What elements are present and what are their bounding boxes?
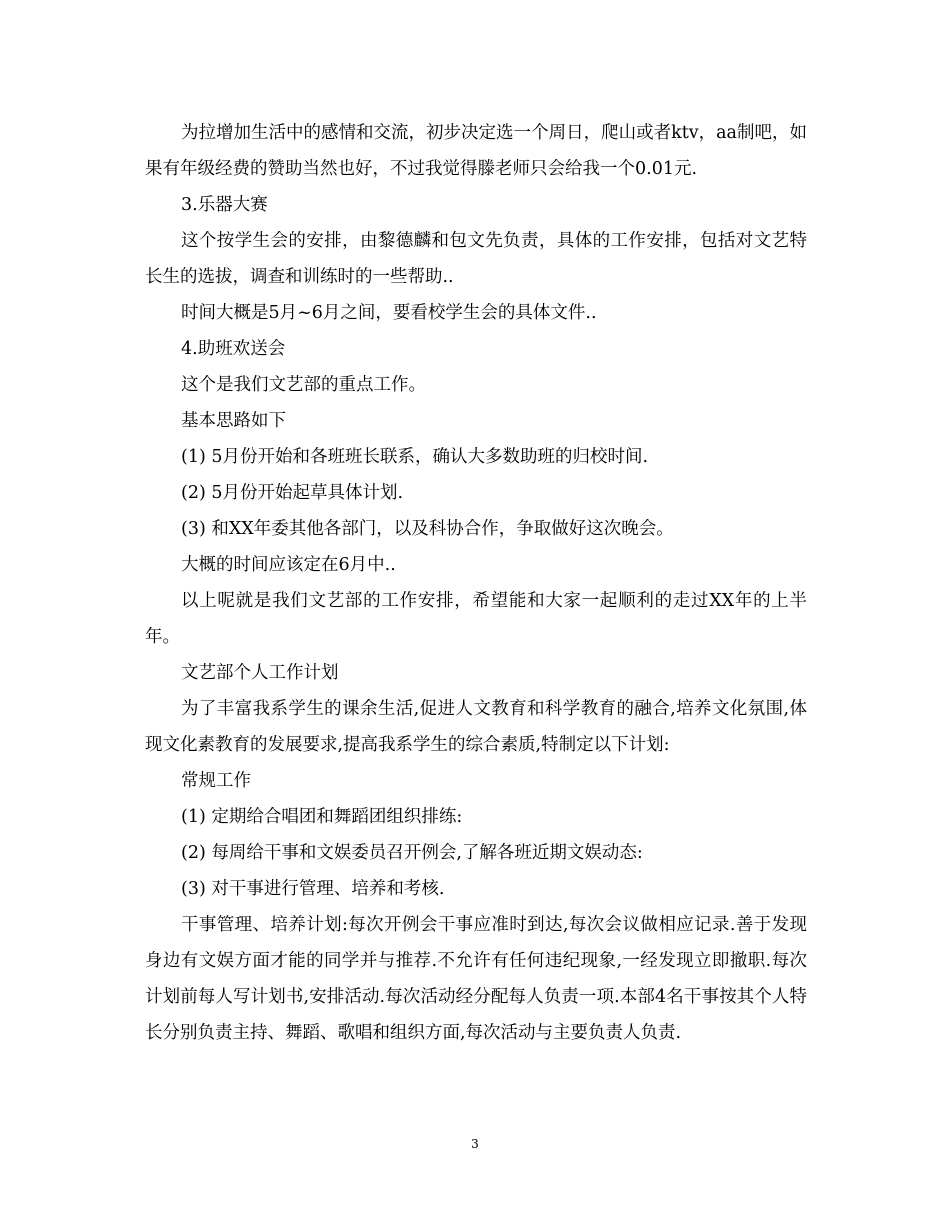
section-heading: 3.乐器大赛: [181, 195, 268, 215]
page-number: 3: [471, 1137, 479, 1151]
list-item: (2) 每周给干事和文娱委员召开例会,了解各班近期文娱动态:: [181, 843, 643, 863]
list-item: (1) 定期给合唱团和舞蹈团组织排练:: [181, 807, 463, 827]
paragraph: 为了丰富我系学生的课余生活,促进人文教育和科学教育的融合,培养文化氛围,体现文化素教育的发展要求,提高我系学生的综合素质,特制定以下计划:: [145, 699, 807, 755]
paragraph: 干事管理、培养计划:每次开例会干事应准时到达,每次会议做相应记录.善于发现身边有文娱方面才能的同学并与推荐.不允许有任何违纪现象,一经发现立即撤职.每次计划前每人写计划书,安排活动.每次活动经分配每人负责一项.本部4名干事按其个人特长分别负责主持、舞蹈、歌唱和组织方面,每次活动与主要负责人负责.: [145, 915, 807, 1043]
list-item: (3) 和XX年委其他各部门，以及科协合作，争取做好这次晚会。: [181, 519, 674, 539]
section-heading: 4.助班欢送会: [181, 339, 286, 359]
section-heading: 常规工作: [181, 771, 251, 791]
body-text: [145, 115, 807, 1051]
paragraph: 时间大概是5月~6月之间，要看校学生会的具体文件..: [181, 303, 597, 323]
paragraph: 为拉增加生活中的感情和交流，初步决定选一个周日，爬山或者ktv，aa制吧，如果有年级经费的赞助当然也好，不过我觉得滕老师只会给我一个0.01元.: [145, 123, 807, 179]
list-item: (3) 对干事进行管理、培养和考核.: [181, 879, 445, 899]
paragraph: 这个按学生会的安排，由黎德麟和包文先负责，具体的工作安排，包括对文艺特长生的选拔，调查和训练时的一些帮助..: [145, 231, 807, 287]
paragraph: 大概的时间应该定在6月中..: [181, 555, 396, 575]
paragraph: 这个是我们文艺部的重点工作。: [181, 375, 426, 395]
paragraph: 以上呢就是我们文艺部的工作安排，希望能和大家一起顺利的走过XX年的上半年。: [145, 591, 807, 647]
list-item: (1) 5月份开始和各班班长联系，确认大多数助班的归校时间.: [181, 447, 649, 467]
paragraph: 基本思路如下: [181, 411, 286, 431]
list-item: (2) 5月份开始起草具体计划.: [181, 483, 404, 503]
section-heading: 文艺部个人工作计划: [181, 663, 339, 683]
